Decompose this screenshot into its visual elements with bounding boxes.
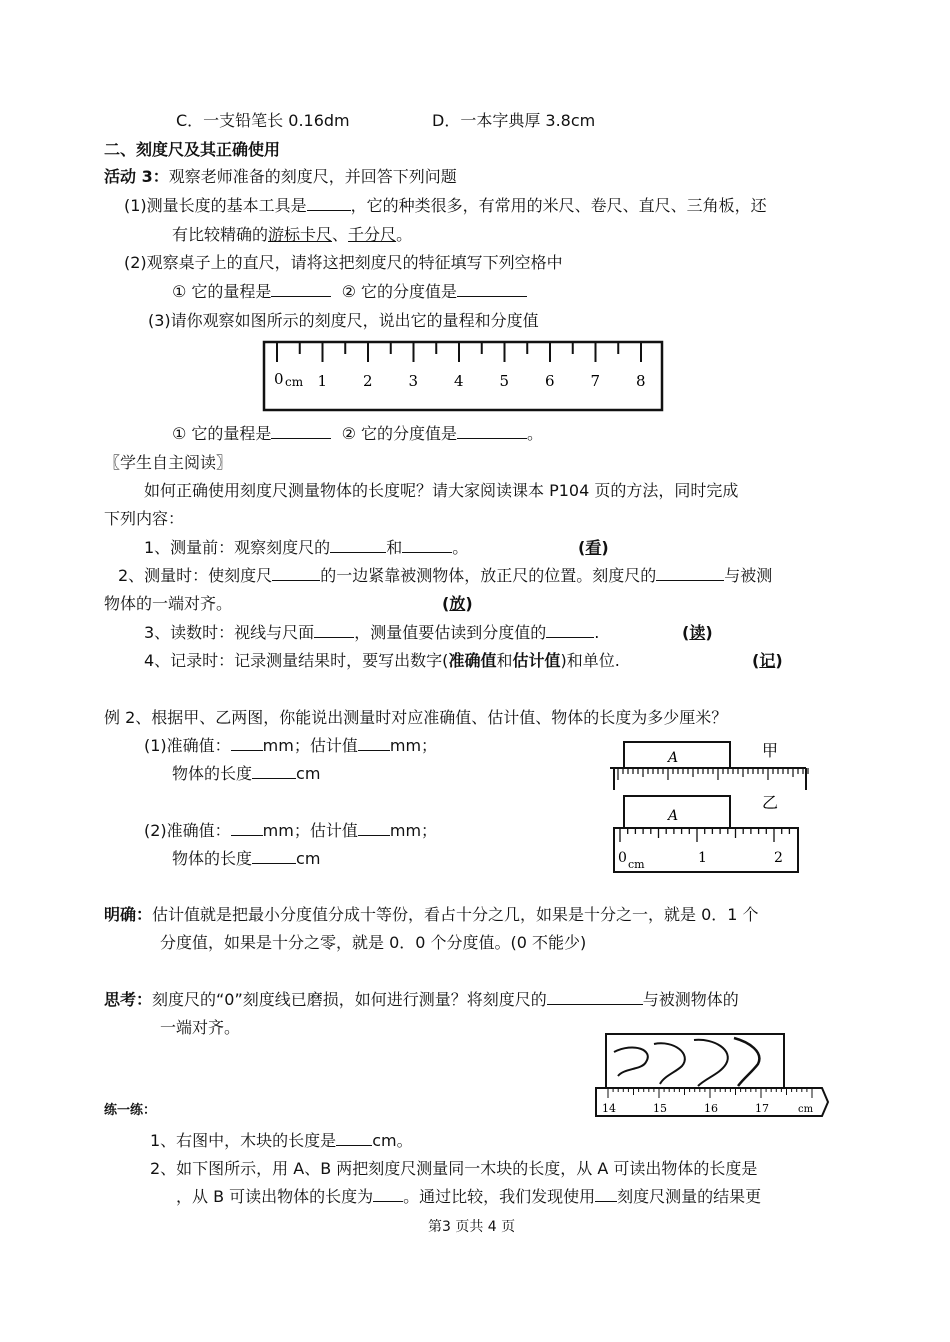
ex2-p2-text-a: (2)准确值： (144, 821, 231, 840)
practice-1-text-a: 1、右图中，木块的长度是 (150, 1131, 337, 1150)
ex2-p1-text-c: mm； (389, 736, 438, 755)
activity-label: 活动 3： (104, 167, 169, 186)
wood-block (606, 1034, 784, 1088)
ruler-number: 2 (363, 372, 373, 390)
reading-intro-2: 下列内容： (104, 509, 185, 528)
example-2-question: 例 2、根据甲、乙两图，你能说出测量时对应准确值、估计值、物体的长度为多少厘米？ (104, 708, 728, 727)
q3-text: (3)请你观察如图所示的刻度尺，说出它的量程和分度值 (148, 311, 539, 330)
step-4-and: 和 (496, 651, 513, 670)
q1-sep: 、 (332, 225, 349, 244)
yi-zero: 0 (618, 850, 627, 866)
clarify-label: 明确： (104, 905, 153, 924)
tag-read-close: ) (705, 623, 713, 642)
practice-1-text-b: cm。 (372, 1131, 413, 1150)
q3-div-label: ② 它的分度值是 (341, 424, 458, 443)
step-4 (144, 650, 620, 672)
tag-record-open: ( (752, 651, 760, 670)
think-text-b: 与被测物体的 (642, 990, 739, 1009)
step-4-text-b: )和单位. (560, 651, 620, 670)
ex2-p1-len-text: 物体的长度 (172, 764, 253, 783)
step-1 (144, 537, 468, 559)
practice-2-text-d: 刻度尺测量的结果更 (617, 1187, 762, 1206)
ex2-p2-len-text: 物体的长度 (172, 849, 253, 868)
tag-place (442, 593, 473, 615)
q3-range-label: ① 它的量程是 (172, 424, 272, 443)
ex2-p2-text-c: mm； (389, 821, 438, 840)
practice-item-1 (150, 1130, 413, 1152)
ruler-number: 5 (499, 372, 510, 390)
ruler-figure (262, 340, 664, 412)
tag-record (752, 650, 783, 672)
page-footer: 第3 页共 4 页 (428, 1219, 516, 1235)
practice-1-blank[interactable] (336, 1130, 372, 1146)
q2-div-blank[interactable] (457, 281, 527, 297)
ruler-zero: 0 (274, 370, 284, 388)
ex2-p2-len-blank[interactable] (252, 848, 296, 864)
step-1-blank-2[interactable] (402, 537, 452, 553)
figure-jia (610, 736, 810, 790)
tag-look (578, 537, 609, 559)
tag-place-open: ( (442, 594, 450, 613)
q2-range-blank[interactable] (271, 281, 331, 297)
step-2-text-a: 2、测量时：使刻度尺 (118, 566, 273, 585)
step-2-line2: 物体的一端对齐。 (104, 594, 233, 613)
q2-div-label: ② 它的分度值是 (341, 282, 458, 301)
ruler-number: 3 (408, 372, 419, 390)
clarify-line1 (104, 904, 759, 926)
tag-place-text: 放 (449, 594, 466, 613)
ruler-unit: cm (285, 375, 304, 389)
step-4-accurate: 准确值 (448, 651, 497, 670)
step-4-text-a: 4、记录时：记录测量结果时，要写出数字( (144, 651, 449, 670)
tag-read (682, 622, 713, 644)
ex2-p2-blank-2[interactable] (358, 820, 390, 836)
tag-read-open: ( (682, 623, 690, 642)
tag-record-close: ) (775, 651, 783, 670)
jia-block-label: A (668, 750, 679, 766)
step-1-text-b: 和 (386, 538, 403, 557)
tag-look-open: ( (578, 538, 586, 557)
ex2-p2-blank-1[interactable] (231, 820, 263, 836)
tag-record-text: 记 (759, 651, 776, 670)
q1-line2-end: 。 (396, 225, 413, 244)
step-3-blank-2[interactable] (546, 622, 594, 638)
step-3-blank-1[interactable] (314, 622, 354, 638)
step-3-text-c: . (594, 623, 600, 642)
jia-ticks (618, 768, 808, 780)
q1-blank[interactable] (307, 195, 351, 211)
option-c: C．一支铅笔长 0.16dm (176, 111, 350, 130)
step-4-estimate: 估计值 (512, 651, 561, 670)
yi-unit: cm (628, 858, 645, 871)
practice-2-text-b: ，从 B 可读出物体的长度为 (176, 1187, 374, 1206)
q1-line2 (172, 224, 412, 246)
ex2-p1-len-blank[interactable] (252, 763, 296, 779)
step-2-text-c: 与被测 (724, 566, 773, 585)
tool-micrometer: 千分尺 (348, 225, 397, 244)
figure-yi (610, 790, 810, 876)
wood-ruler-number: 17 (755, 1102, 769, 1115)
ex2-p1-text-b: mm；估计值 (262, 736, 358, 755)
q1-text-b: ，它的种类很多，有常用的米尺、卷尺、直尺、三角板，还 (350, 196, 767, 215)
q3-end: 。 (527, 424, 544, 443)
q3-blanks (172, 423, 543, 445)
ex2-p2-len-unit: cm (296, 849, 321, 868)
fig-yi-label: 乙 (762, 793, 779, 812)
q1-text-a: (1)测量长度的基本工具是 (124, 196, 307, 215)
wood-ruler-number: 14 (602, 1102, 616, 1115)
ex2-part2 (144, 820, 437, 842)
reading-intro-1: 如何正确使用刻度尺测量物体的长度呢？请大家阅读课本 P104 页的方法，同时完成 (144, 481, 739, 500)
wood-ruler-number: 15 (653, 1102, 667, 1115)
ruler-number: 1 (317, 372, 328, 390)
q2-blanks (172, 281, 527, 303)
practice-2-text-c: 。通过比较，我们发现使用 (403, 1187, 596, 1206)
ruler-number: 4 (454, 372, 464, 390)
wood-ruler-figure (594, 1032, 830, 1124)
think-line2: 一端对齐。 (160, 1018, 241, 1037)
q2-range-label: ① 它的量程是 (172, 282, 272, 301)
step-2 (118, 565, 772, 587)
q1-line2-text: 有比较精确的 (172, 225, 269, 244)
clarify-line2: 分度值，如果是十分之零，就是 0．0 个分度值。(0 不能少) (160, 933, 587, 952)
q1-line1 (124, 195, 767, 217)
q2-text: (2)观察桌子上的直尺，请将这把刻度尺的特征填写下列空格中 (124, 253, 563, 272)
tag-look-text: 看 (585, 538, 602, 557)
step-2-blank-1[interactable] (272, 565, 320, 581)
option-d: D．一本字典厚 3.8cm (432, 111, 596, 130)
step-1-text-a: 1、测量前：观察刻度尺的 (144, 538, 331, 557)
q3-div-blank[interactable] (457, 423, 527, 439)
think-text-a: 刻度尺的“0”刻度线已磨损，如何进行测量？将刻度尺的 (152, 990, 547, 1009)
step-1-text-c: 。 (452, 538, 469, 557)
practice-label: 练一练： (104, 1103, 157, 1118)
tool-vernier: 游标卡尺 (268, 225, 333, 244)
ex2-p1-blank-2[interactable] (358, 735, 390, 751)
activity-text: 观察老师准备的刻度尺，并回答下列问题 (168, 167, 457, 186)
tag-look-close: ) (601, 538, 609, 557)
ex2-p1-len-unit: cm (296, 764, 321, 783)
step-3-text-a: 3、读数时：视线与尺面 (144, 623, 315, 642)
practice-item-2-line2 (176, 1186, 761, 1208)
practice-2-blank-2[interactable] (595, 1186, 617, 1202)
step-1-blank-1[interactable] (330, 537, 386, 553)
ex2-p1-text-a: (1)准确值： (144, 736, 231, 755)
ex2-p2-text-b: mm；估计值 (262, 821, 358, 840)
ruler-number: 6 (545, 372, 555, 390)
reading-header: 〖学生自主阅读〗 (104, 453, 233, 472)
tag-place-close: ) (465, 594, 473, 613)
wood-ruler-unit: cm (798, 1104, 814, 1115)
think-line1 (104, 989, 739, 1011)
tag-read-text: 读 (689, 623, 706, 642)
section-title: 二、刻度尺及其正确使用 (104, 140, 281, 159)
ruler-number: 8 (636, 372, 646, 390)
ex2-part1 (144, 735, 437, 757)
ex2-p1-blank-1[interactable] (231, 735, 263, 751)
yi-one: 1 (698, 850, 707, 866)
think-blank[interactable] (547, 989, 643, 1005)
fig-jia-label: 甲 (762, 741, 779, 760)
activity-line (104, 166, 457, 188)
step-3 (144, 622, 599, 644)
ruler-number: 7 (590, 372, 601, 390)
step-2-blank-2[interactable] (656, 565, 724, 581)
ex2-part2-length (172, 848, 320, 870)
practice-item-2: 2、如下图所示，用 A、B 两把刻度尺测量同一木块的长度，从 A 可读出物体的长度是 (150, 1159, 758, 1178)
q3-range-blank[interactable] (271, 423, 331, 439)
wood-ruler-number: 16 (704, 1102, 718, 1115)
ex2-part1-length (172, 763, 320, 785)
yi-block-label: A (668, 808, 679, 824)
practice-2-blank-1[interactable] (373, 1186, 403, 1202)
yi-two: 2 (774, 850, 783, 866)
clarify-text-1: 估计值就是把最小分度值分成十等份，看占十分之几，如果是十分之一，就是 0．1 个 (152, 905, 759, 924)
step-2-text-b: 的一边紧靠被测物体，放正尺的位置。刻度尺的 (320, 566, 657, 585)
step-3-text-b: ，测量值要估读到分度值的 (354, 623, 547, 642)
think-label: 思考： (104, 990, 153, 1009)
